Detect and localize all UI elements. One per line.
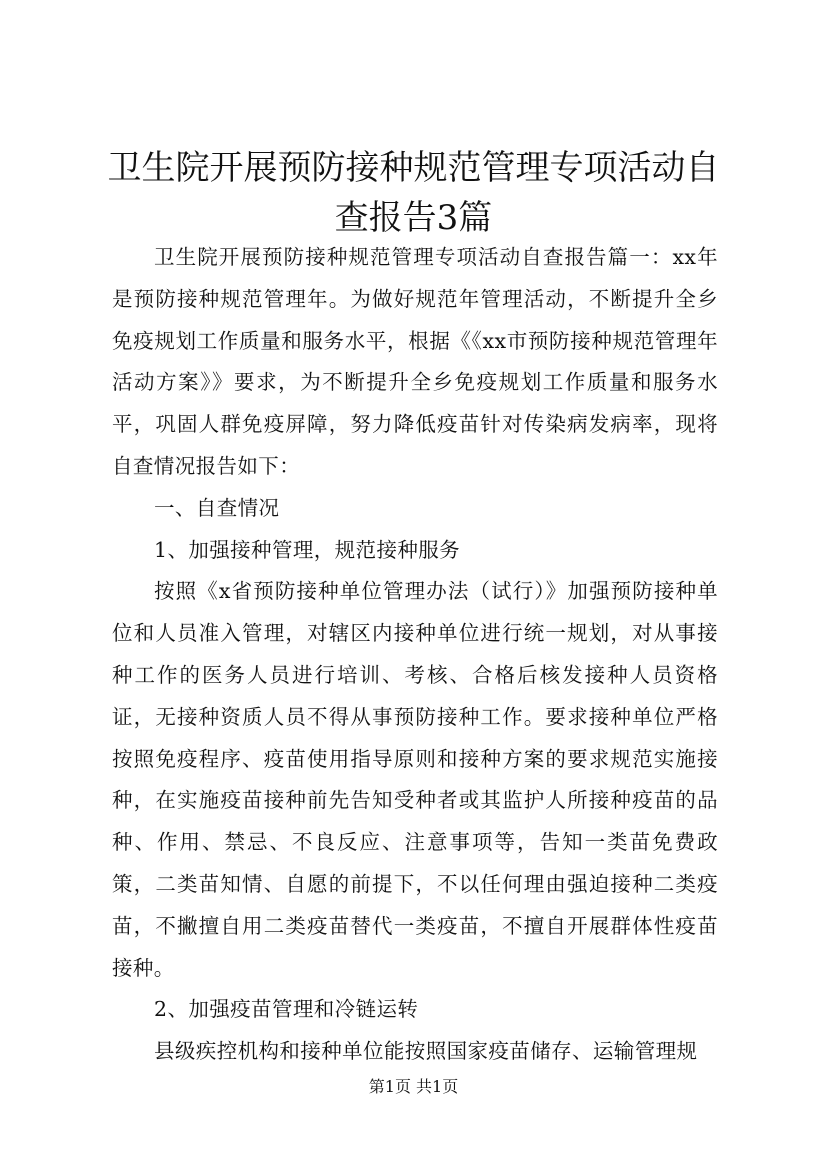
document-title: 卫生院开展预防接种规范管理专项活动自查报告3篇 bbox=[107, 148, 720, 238]
section-heading-self-inspection: 一、自查情况 bbox=[154, 495, 280, 520]
paragraph-vaccine-cold-chain: 县级疾控机构和接种单位能按照国家疫苗储存、运输管理规 bbox=[154, 1039, 698, 1064]
subheading-vaccination-management: 1、加强接种管理，规范接种服务 bbox=[154, 537, 461, 562]
document-body bbox=[112, 237, 718, 1073]
page-footer: 第1页 共1页 bbox=[368, 1077, 459, 1096]
paragraph-vaccination-management: 按照《x省预防接种单位管理办法（试行）》加强预防接种单位和人员准入管理，对辖区内接种单位进行统一规划，对从事接种工作的医务人员进行培训、考核、合格后核发接种人员资格证，无接种资质人员不得从事预防接种工作。要求接种单位严格按照免疫程序、疫苗使用指导原则和接种方案的要求规范实施接种，在实施疫苗接种前先告知受种者或其监护人所接种疫苗的品种、作用、禁忌、不良反应、注意事项等，告知一类苗免费政策，二类苗知情、自愿的前提下，不以任何理由强迫接种二类疫苗，不撇擅自用二类疫苗替代一类疫苗，不擅自开展群体性疫苗接种。 bbox=[112, 579, 718, 980]
paragraph-intro: 卫生院开展预防接种规范管理专项活动自查报告篇一：xx年是预防接种规范管理年。为做好规范年管理活动，不断提升全乡免疫规划工作质量和服务水平，根据《《xx市预防接种规范管理年活动方案》》要求，为不断提升全乡免疫规划工作质量和服务水平，巩固人群免疫屏障，努力降低疫苗针对传染病发病率，现将自查情况报告如下： bbox=[112, 245, 718, 478]
subheading-vaccine-cold-chain: 2、加强疫苗管理和冷链运转 bbox=[154, 997, 419, 1022]
